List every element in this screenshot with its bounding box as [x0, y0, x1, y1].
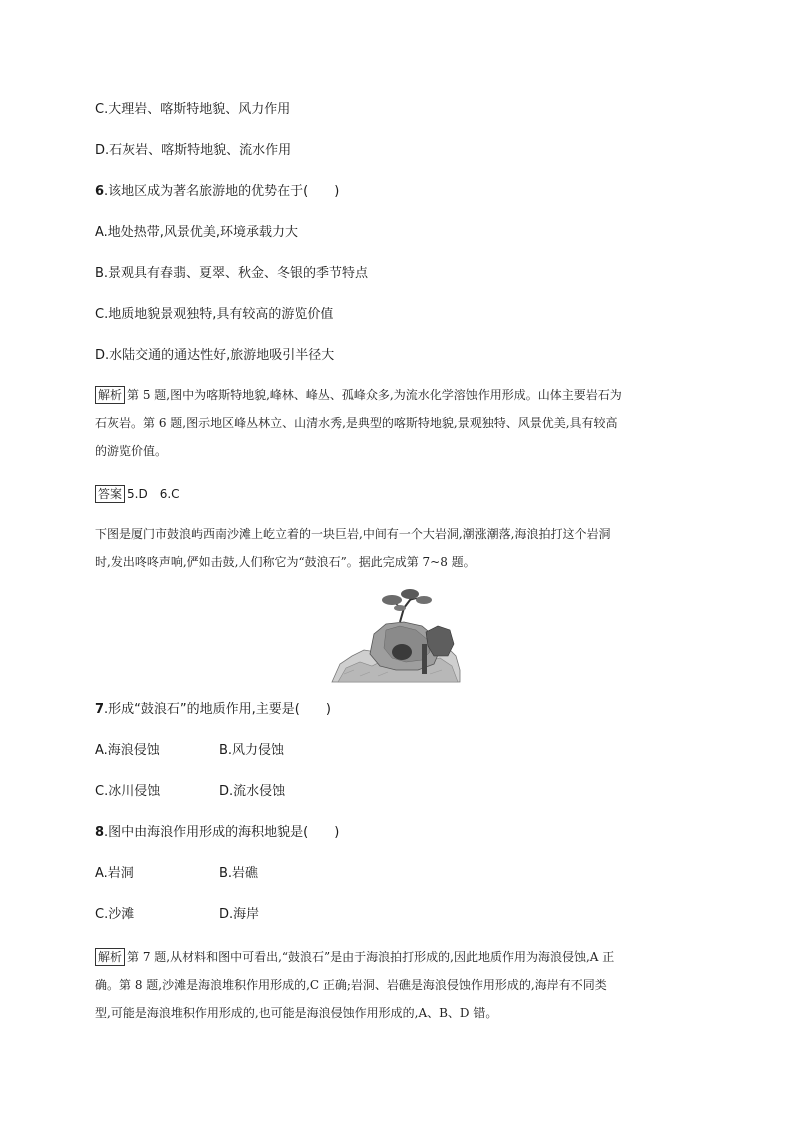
q8-option-d: D.海岸 — [219, 907, 260, 922]
q6-number: 6 — [95, 184, 105, 199]
gulangshi-rock-figure — [330, 586, 462, 684]
q6-stem-text: .该地区成为著名旅游地的优势在于( ) — [104, 184, 340, 199]
q8-number: 8 — [95, 825, 105, 840]
analysis-line: 第 7 题,从材料和图中可看出,“鼓浪石”是由于海浪拍打形成的,因此地质作用为海浪侵蚀,A 正 — [127, 950, 615, 964]
q6-option-a: A.地处热带,风景优美,环境承载力大 — [95, 225, 299, 240]
analysis-tag: 解析 — [95, 386, 125, 404]
q7-options-row1 — [95, 741, 285, 761]
q7-option-d: D.流水侵蚀 — [219, 784, 286, 799]
q7-option-b: B.风力侵蚀 — [219, 743, 285, 758]
analysis-line: 确。第 8 题,沙滩是海浪堆积作用形成的,C 正确;岩洞、岩礁是海浪侵蚀作用形成的,海岸有不同类 — [95, 978, 607, 992]
analysis-line: 石灰岩。第 6 题,图示地区峰丛林立、山清水秀,是典型的喀斯特地貌,景观独特、风景优美,具有较高 — [95, 416, 618, 430]
q7-number: 7 — [95, 702, 105, 717]
analysis-q5-q6 — [95, 381, 698, 465]
q6-stem — [95, 182, 339, 202]
analysis-tag: 解析 — [95, 948, 125, 966]
analysis-line: 第 5 题,图中为喀斯特地貌,峰林、峰丛、孤峰众多,为流水化学溶蚀作用形成。山体主要岩石为 — [127, 388, 622, 402]
answer-q5-q6 — [95, 484, 180, 504]
q7-option-a: A.海浪侵蚀 — [95, 743, 160, 758]
q7-stem — [95, 700, 331, 720]
material-line: 时,发出咚咚声响,俨如击鼓,人们称它为“鼓浪石”。据此完成第 7~8 题。 — [95, 555, 476, 569]
q8-option-c: C.沙滩 — [95, 907, 135, 922]
rock-illustration — [330, 586, 462, 684]
q6-option-b: B.景观具有春翡、夏翠、秋金、冬银的季节特点 — [95, 266, 369, 281]
q7-option-c: C.冰川侵蚀 — [95, 784, 161, 799]
q5-option-d: D.石灰岩、喀斯特地貌、流水作用 — [95, 143, 292, 158]
q6-option-d: D.水陆交通的通达性好,旅游地吸引半径大 — [95, 348, 335, 363]
answer-text: 5.D 6.C — [127, 487, 180, 501]
analysis-line: 的游览价值。 — [95, 444, 168, 458]
q8-option-a: A.岩洞 — [95, 866, 134, 881]
q8-option-b: B.岩礁 — [219, 866, 259, 881]
analysis-q7-q8 — [95, 943, 698, 1027]
q8-options-row1 — [95, 864, 259, 884]
analysis-line: 型,可能是海浪堆积作用形成的,也可能是海浪侵蚀作用形成的,A、B、D 错。 — [95, 1006, 498, 1020]
material-line: 下图是厦门市鼓浪屿西南沙滩上屹立着的一块巨岩,中间有一个大岩洞,潮涨潮落,海浪拍打这个岩洞 — [95, 527, 611, 541]
q8-stem — [95, 823, 339, 843]
q8-stem-text: .图中由海浪作用形成的海积地貌是( ) — [104, 825, 340, 840]
q5-option-c: C.大理岩、喀斯特地貌、风力作用 — [95, 102, 291, 117]
q7-options-row2 — [95, 782, 286, 802]
q8-options-row2 — [95, 905, 260, 925]
q7-stem-text: .形成“鼓浪石”的地质作用,主要是( ) — [104, 702, 331, 717]
material-paragraph — [95, 520, 698, 576]
q6-option-c: C.地质地貌景观独特,具有较高的游览价值 — [95, 307, 334, 322]
answer-tag: 答案 — [95, 485, 125, 503]
